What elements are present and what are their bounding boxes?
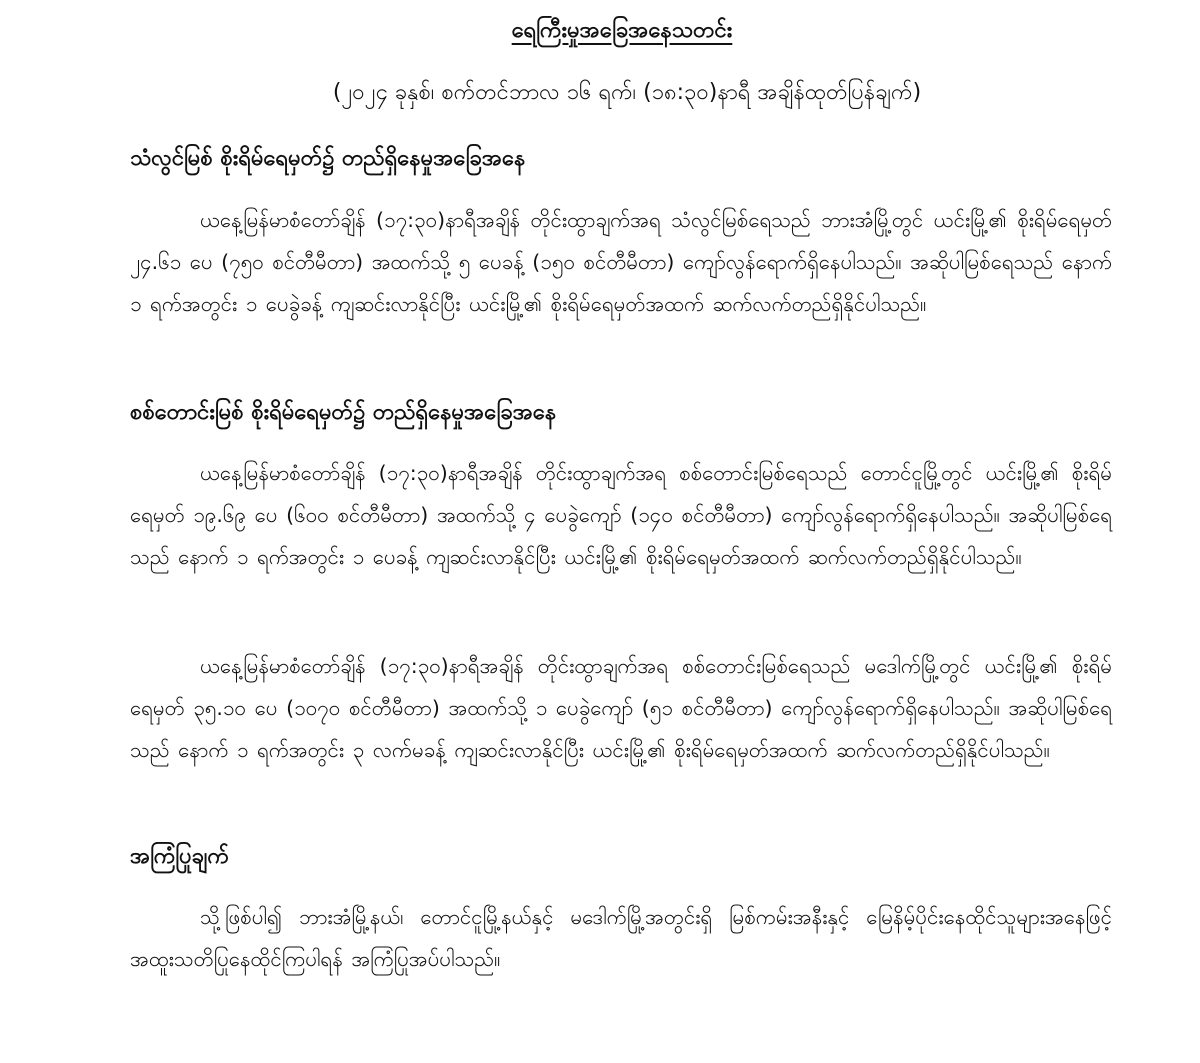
paragraph-sittaung-taungoo: ယနေ့မြန်မာစံတော်ချိန် (၁၇:၃၀)နာရီအချိန် တိုင်းထွာချက်အရ စစ်တောင်းမြစ်ရေသည် တောင်ငူမြို့တွင် ယင်းမြို့၏ စိုးရိမ်ရေမှတ် ၁၉.၆၉ ပေ (၆၀၀ စင်တီမီတာ) အထက်သို့ ၄ ပေခွဲကျော် (၁၄၀ စင်တီမီတာ) ကျော်လွန်ရောက်ရှိနေပါသည်။ အဆိုပါမြစ်ရေသည် နောက် ၁ ရက်အတွင်း ၁ ပေခန့် ကျဆင်းလာနိုင်ပြီး ယင်းမြို့၏ စိုးရိမ်ရေမှတ်အထက် ဆက်လက်တည်ရှိနိုင်ပါသည်။ (130, 461, 1112, 569)
section-heading-sittaung: စစ်တောင်းမြစ် စိုးရိမ်ရေမှတ်၌ တည်ရှိနေမှုအခြေအနေ (130, 400, 557, 425)
document-title: ရေကြီးမှုအခြေအနေသတင်း (511, 18, 733, 43)
paragraph-advice: သို့ဖြစ်ပါ၍ ဘားအံမြို့နယ်၊ တောင်ငူမြို့နယ်နှင့် မဒေါက်မြို့အတွင်းရှိ မြစ်ကမ်းအနီးနှင့် မြေနိမ့်ပိုင်းနေထိုင်သူများအနေဖြင့် အထူးသတိပြုနေထိုင်ကြပါရန် အကြံပြုအပ်ပါသည်။ (130, 905, 1112, 971)
paragraph-salween-hpa-an: ယနေ့မြန်မာစံတော်ချိန် (၁၇:၃၀)နာရီအချိန် တိုင်းထွာချက်အရ သံလွင်မြစ်ရေသည် ဘားအံမြို့တွင် ယင်းမြို့၏ စိုးရိမ်ရေမှတ် ၂၄.၆၁ ပေ (၇၅၀ စင်တီမီတာ) အထက်သို့ ၅ ပေခန့် (၁၅၀ စင်တီမီတာ) ကျော်လွန်ရောက်ရှိနေပါသည်။ အဆိုပါမြစ်ရေသည် နောက် ၁ ရက်အတွင်း ၁ ပေခွဲခန့် ကျဆင်းလာနိုင်ပြီး ယင်းမြို့၏ စိုးရိမ်ရေမှတ်အထက် ဆက်လက်တည်ရှိနိုင်ပါသည်။ (130, 208, 1112, 316)
paragraph-sittaung-madauk: ယနေ့မြန်မာစံတော်ချိန် (၁၇:၃၀)နာရီအချိန် တိုင်းထွာချက်အရ စစ်တောင်းမြစ်ရေသည် မဒေါက်မြို့တွင် ယင်းမြို့၏ စိုးရိမ်ရေမှတ် ၃၅.၁၀ ပေ (၁၀၇၀ စင်တီမီတာ) အထက်သို့ ၁ ပေခွဲကျော် (၅၁ စင်တီမီတာ) ကျော်လွန်ရောက်ရှိနေပါသည်။ အဆိုပါမြစ်ရေသည် နောက် ၁ ရက်အတွင်း ၃ လက်မခန့် ကျဆင်းလာနိုင်ပြီး ယင်းမြို့၏ စိုးရိမ်ရေမှတ်အထက် ဆက်လက်တည်ရှိနိုင်ပါသည်။ (130, 654, 1112, 762)
section-heading-advice: အကြံပြုချက် (130, 844, 230, 869)
section-heading-salween: သံလွင်မြစ် စိုးရိမ်ရေမှတ်၌ တည်ရှိနေမှုအခြေအနေ (130, 146, 526, 171)
document-subtitle: (၂၀၂၄ ခုနှစ်၊ စက်တင်ဘာလ ၁၆ ရက်၊ (၁၈:၃၀)နာရီ အချိန်ထုတ်ပြန်ချက်) (332, 80, 922, 105)
